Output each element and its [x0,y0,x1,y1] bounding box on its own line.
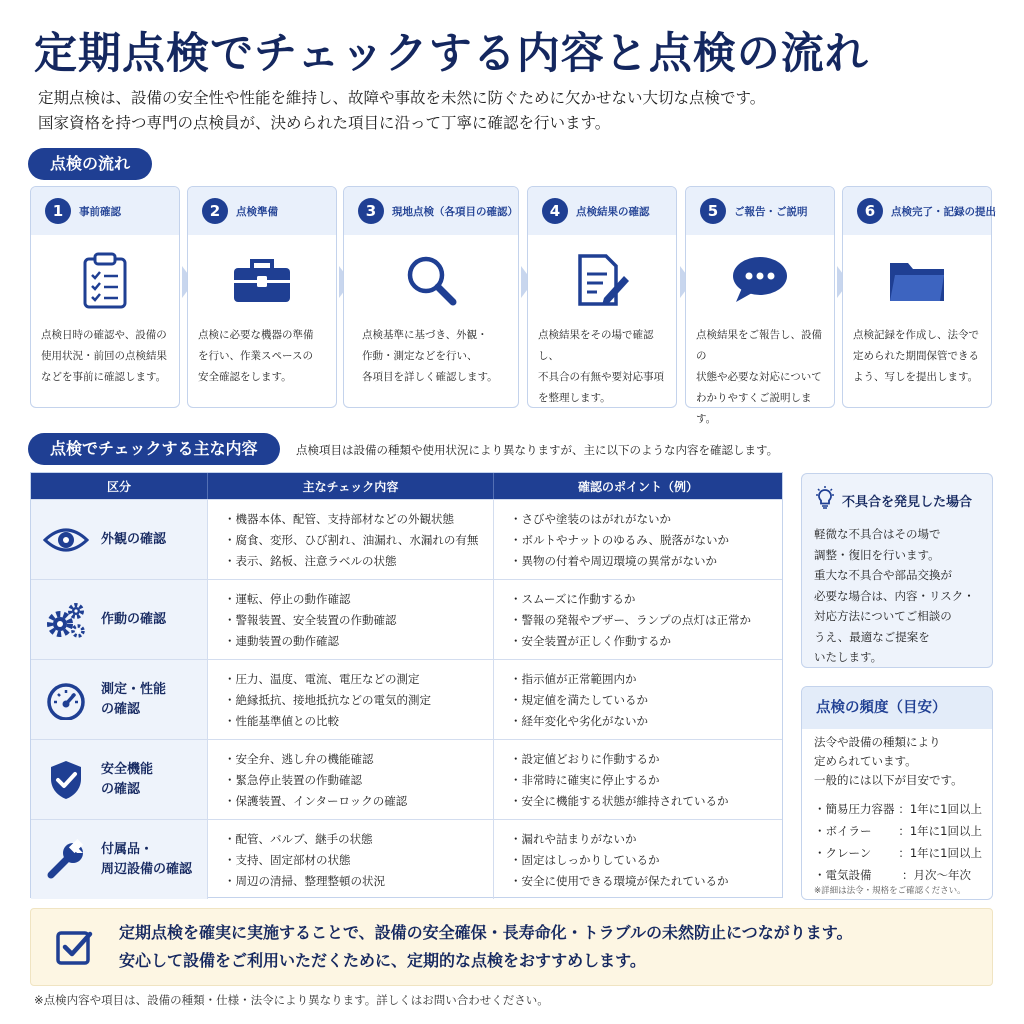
banner-line: 安心して設備をご利用いただくために、定期的な点検をおすすめします。 [119,951,646,970]
gauge-icon [31,680,101,720]
flow-steps [30,186,996,425]
table-header [31,473,782,499]
banner-text [119,919,852,975]
list-item [814,864,982,886]
frequency-box [801,686,993,900]
frequency-box-title: 点検の頻度（目安） [802,687,992,729]
summary-banner [30,908,993,986]
step-description [31,325,179,388]
list-item: ・安全に機能する状態が維持されているか [510,794,729,808]
list-item [814,798,982,820]
defect-line: 重大な不具合や部品交換が [814,568,952,582]
defect-line: 調整・復旧を行います。 [814,547,940,562]
points-cell [494,660,782,739]
table-row [31,739,782,819]
inspection-frequency: ：月次〜年次 [902,868,971,882]
category-line: 測定・性能 [101,681,167,697]
list-item: ・さびや塗装のはがれがないか [510,512,671,526]
step-description [528,325,676,409]
category-name [101,840,192,880]
category-line: の確認 [101,781,141,797]
list-item: ・安全弁、逃し弁の機能確認 [224,752,374,766]
step-line: 点検基準に基づき、外観・ [362,329,488,341]
gears-icon [31,600,101,640]
step-number: 2 [202,198,228,224]
list-item: ・絶縁抵抗、接地抵抗などの電気的測定 [224,693,431,707]
category-name [101,760,153,800]
step-number: 4 [542,198,568,224]
step-line: 点検結果をその場で確認し、 [538,329,654,362]
step-description [686,325,834,430]
defect-line: うえ、最適なご提案を [814,629,930,644]
check-items-cell [208,500,494,579]
step-line: 点検に必要な機器の準備 [198,329,314,341]
magnifier-icon [344,235,518,325]
list-item: ・運転、停止の動作確認 [224,592,351,606]
frequency-intro [814,733,982,790]
category-line: 外観の確認 [101,531,167,547]
list-item: ・非常時に確実に停止するか [510,773,660,787]
step-line: 点検記録を作成し、法令で [853,329,979,341]
equipment-name: ・クレーン [814,846,872,860]
intro-line: 定期点検は、設備の安全性や性能を維持し、故障や事故を未然に防ぐために欠かせない大切な点検です。 [38,89,766,107]
list-item: ・配管、バルブ、継手の状態 [224,832,373,846]
equipment-name: ・簡易圧力容器 [814,802,895,816]
footer-note: ※点検内容や項目は、設備の種類・仕様・法令により異なります。詳しくはお問い合わせください。 [34,993,549,1007]
banner-line: 定期点検を確実に実施することで、設備の安全確保・長寿命化・トラブルの未然防止につながります。 [119,923,853,942]
flow-step [842,186,996,408]
list-item [814,820,982,842]
defect-line: 軽微な不具合はその場で [814,527,941,541]
step-line: 不具合の有無や要対応事項 [538,371,664,383]
inspection-frequency: ：1年に1回以上 [898,846,982,860]
category-cell [31,500,208,579]
category-name [101,680,166,720]
frequency-note: ※詳細は法令・規格をご確認ください。 [814,886,966,896]
list-item: ・警報装置、安全装置の作動確認 [224,613,397,627]
list-item: ・周辺の清掃、整理整頓の状況 [224,874,385,888]
check-items-cell [208,740,494,819]
list-item: ・指示値が正常範囲内か [510,672,637,686]
list-item: ・圧力、温度、電流、電圧などの測定 [224,672,420,686]
defect-line: 必要な場合は、内容・リスク・ [814,588,975,603]
intro-text [38,86,765,136]
step-label: 現地点検（各項目の確認） [392,205,518,218]
list-item: ・固定はしっかりしているか [510,853,660,867]
frequency-intro-line: 法令や設備の種類により [814,735,941,749]
step-line: 各項目を詳しく確認します。 [362,371,498,383]
points-cell [494,500,782,579]
step-label: 点検完了・記録の提出 [891,205,996,218]
list-item: ・機器本体、配管、支持部材などの外観状態 [224,512,454,526]
step-number: 1 [45,198,71,224]
flow-heading: 点検の流れ [28,148,152,180]
category-name [101,530,166,550]
defect-line: いたします。 [814,650,883,664]
category-line: の確認 [101,701,141,717]
step-description [344,325,518,388]
step-line: 点検日時の確認や、設備の [41,329,167,341]
page-title: 定期点検でチェックする内容と点検の流れ [34,29,869,79]
step-line: 状態や必要な対応について [696,371,822,383]
frequency-list [814,798,982,886]
defect-info-box [801,473,993,668]
table-row [31,819,782,899]
list-item: ・連動装置の動作確認 [224,634,339,648]
list-item: ・安全装置が正しく作動するか [510,634,671,648]
category-cell [31,820,208,899]
step-line: などを事前に確認します。 [41,371,167,383]
toolbox-icon [188,235,336,325]
flow-step [685,186,835,425]
step-line: 点検結果をご報告し、設備の [696,329,822,362]
list-item: ・保護装置、インターロックの確認 [224,794,408,808]
list-item: ・規定値を満たしているか [510,693,648,707]
step-number: 6 [857,198,883,224]
points-cell [494,820,782,899]
check-items-cell [208,660,494,739]
list-item: ・支持、固定部材の状態 [224,853,351,867]
category-cell [31,660,208,739]
column-header: 主なチェック内容 [208,473,494,499]
table-row [31,579,782,659]
points-cell [494,740,782,819]
list-item: ・設定値どおりに作動するか [510,752,660,766]
step-line: を整理します。 [538,392,611,404]
checks-heading: 点検でチェックする主な内容 [28,433,280,465]
step-description [843,325,991,388]
intro-line: 国家資格を持つ専門の点検員が、決められた項目に沿って丁寧に確認を行います。 [38,114,611,132]
step-label: 点検準備 [236,205,278,218]
category-cell [31,740,208,819]
step-line: わかりやすくご説明します。 [696,392,812,425]
flow-step [30,186,180,408]
category-line: 安全機能 [101,761,154,777]
list-item: ・安全に使用できる環境が保たれているか [510,874,729,888]
list-item: ・経年変化や劣化がないか [510,714,648,728]
category-line: 周辺設備の確認 [101,861,193,877]
step-label: ご報告・ご説明 [734,205,808,218]
frequency-intro-line: 定められています。 [814,754,917,768]
lightbulb-icon [814,486,836,514]
eye-icon [31,526,101,554]
checks-note: 点検項目は設備の種類や使用状況により異なりますが、主に以下のような内容を確認します。 [296,443,779,457]
wrench-icon [31,839,101,881]
step-line: 作動・測定などを行い、 [362,350,478,362]
step-label: 事前確認 [79,205,121,218]
list-item: ・緊急停止装置の作動確認 [224,773,362,787]
table-row [31,499,782,579]
list-item: ・表示、銘板、注意ラベルの状態 [224,554,397,568]
flow-step [527,186,677,408]
list-item: ・スムーズに作動するか [510,592,636,606]
column-header: 確認のポイント（例） [577,479,698,494]
flow-step [343,186,519,408]
inspection-frequency: ：1年に1回以上 [898,802,982,816]
shield-check-icon [31,759,101,801]
step-number: 3 [358,198,384,224]
defect-box-body [814,524,982,668]
check-items-cell [208,580,494,659]
document-pen-icon [528,235,676,325]
frequency-intro-line: 一般的には以下が目安です。 [814,773,963,787]
defect-line: 対応方法についてご相談の [814,609,952,623]
inspection-frequency: ：1年に1回以上 [898,824,982,838]
flow-step [187,186,337,408]
check-table [30,472,783,898]
list-item: ・異物の付着や周辺環境の異常がないか [510,554,717,568]
step-line: 安全確認をします。 [198,371,292,383]
category-name [101,610,166,630]
points-cell [494,580,782,659]
list-item: ・性能基準値との比較 [224,714,339,728]
category-cell [31,580,208,659]
category-line: 付属品・ [101,841,154,857]
defect-box-title: 不具合を発見した場合 [842,494,973,510]
clipboard-icon [31,235,179,325]
check-items-cell [208,820,494,899]
category-line: 作動の確認 [101,611,167,627]
step-label: 点検結果の確認 [576,205,650,218]
speech-bubble-icon [686,235,834,325]
list-item: ・警報の発報やブザー、ランプの点灯は正常か [510,613,752,627]
step-line: 定められた期間保管できる [853,350,979,362]
equipment-name: ・ボイラー [814,824,872,838]
list-item: ・腐食、変形、ひび割れ、油漏れ、水漏れの有無 [224,533,479,547]
table-row [31,659,782,739]
list-item: ・漏れや詰まりがないか [510,832,637,846]
list-item: ・ボルトやナットのゆるみ、脱落がないか [510,533,729,547]
equipment-name: ・電気設備 [814,868,872,882]
step-number: 5 [700,198,726,224]
list-item [814,842,982,864]
step-line: を行い、作業スペースの [198,350,313,362]
step-description [188,325,336,388]
folder-icon [843,235,991,325]
checkbox-icon [31,927,119,967]
step-line: 使用状況・前回の点検結果 [41,350,167,362]
step-line: よう、写しを提出します。 [853,371,979,383]
column-header: 区分 [31,473,208,499]
